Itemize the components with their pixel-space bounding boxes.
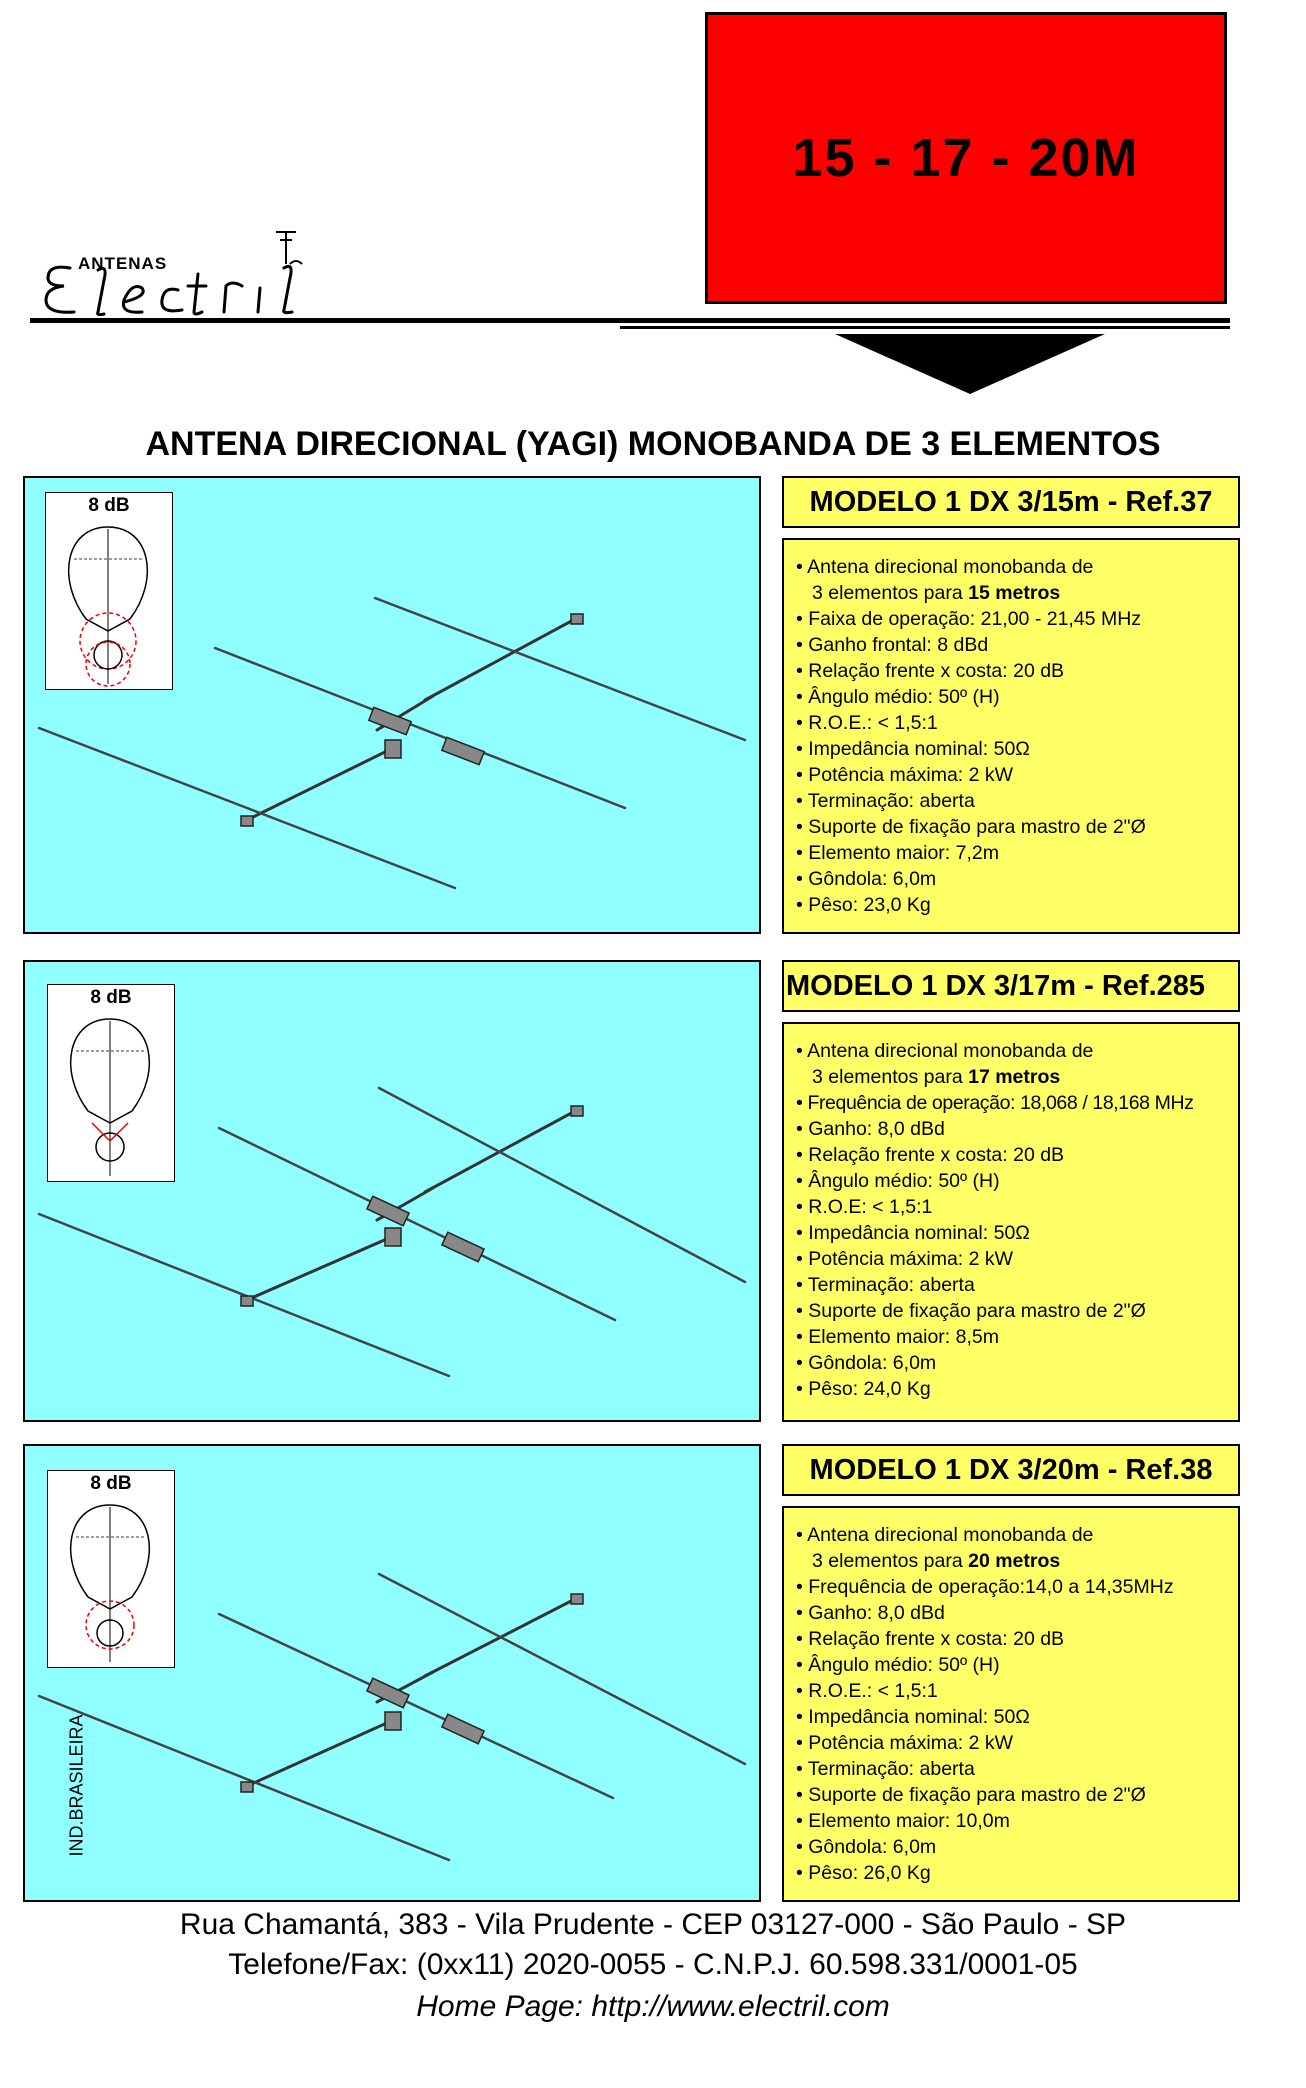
spec-item: • Suporte de fixação para mastro de 2"Ø: [796, 1784, 1146, 1806]
spec-box-17m: [782, 1022, 1240, 1422]
model-title-17m: MODELO 1 DX 3/17m - Ref.285: [782, 960, 1240, 1012]
yagi-antenna-illustration: [25, 1446, 759, 1900]
header-rule: [30, 318, 1230, 323]
spec-item: • Terminação: aberta: [796, 1758, 975, 1780]
spec-item: • Impedância nominal: 50Ω: [796, 1706, 1030, 1728]
page-title: ANTENA DIRECIONAL (YAGI) MONOBANDA DE 3 ELEMENTOS: [145, 425, 1161, 463]
antenna-image-panel-17m: [23, 960, 761, 1422]
antenna-image-panel-20m: [23, 1444, 761, 1902]
spec-item: • Relação frente x costa: 20 dB: [796, 1144, 1065, 1166]
spec-item: • Relação frente x costa: 20 dB: [796, 1628, 1065, 1650]
spec-item: 3 elementos para 17 metros: [812, 1066, 1061, 1088]
spec-item: 3 elementos para 20 metros: [812, 1550, 1061, 1572]
spec-item: • R.O.E.: < 1,5:1: [796, 712, 938, 734]
down-arrow-icon: [835, 334, 1105, 394]
spec-item: • Suporte de fixação para mastro de 2"Ø: [796, 816, 1146, 838]
brand-prefix: ANTENAS: [78, 254, 168, 273]
spec-item: • Ângulo médio: 50º (H): [796, 1170, 1000, 1192]
spec-box-20m: [782, 1506, 1240, 1902]
spec-list: [784, 1024, 1238, 1402]
gain-label: 8 dB: [88, 495, 130, 516]
spec-item: • Impedância nominal: 50Ω: [796, 738, 1030, 760]
electril-logo: [28, 230, 618, 330]
spec-list: [784, 1508, 1238, 1886]
spec-item: 3 elementos para 15 metros: [812, 582, 1061, 604]
spec-item: • Frequência de operação: 18,068 / 18,168 MHz: [796, 1092, 1194, 1114]
spec-item: • Pêso: 23,0 Kg: [796, 894, 931, 916]
spec-item: • Ganho: 8,0 dBd: [796, 1602, 945, 1624]
antenna-image-panel-15m: [23, 476, 761, 934]
spec-item: • Elemento maior: 8,5m: [796, 1326, 999, 1348]
spec-item: • R.O.E.: < 1,5:1: [796, 1680, 938, 1702]
spec-item: • R.O.E: < 1,5:1: [796, 1196, 933, 1218]
antenna-mast-icon: [276, 232, 302, 264]
spec-list: [784, 540, 1238, 918]
yagi-antenna-illustration: [25, 962, 759, 1420]
spec-item: • Antena direcional monobanda de: [796, 1524, 1094, 1546]
gain-label: 8 dB: [90, 987, 132, 1008]
footer-website[interactable]: Home Page: http://www.electril.com: [416, 1990, 890, 2023]
spec-item: • Impedância nominal: 50Ω: [796, 1222, 1030, 1244]
spec-item: • Frequência de operação:14,0 a 14,35MHz: [796, 1576, 1174, 1598]
spec-box-15m: [782, 538, 1240, 934]
spec-item: • Gôndola: 6,0m: [796, 868, 937, 890]
spec-item: • Potência máxima: 2 kW: [796, 1732, 1014, 1754]
band-label: 15 - 17 - 20M: [792, 128, 1140, 188]
model-title-20m: MODELO 1 DX 3/20m - Ref.38: [782, 1444, 1240, 1496]
header-rule-secondary: [620, 326, 1230, 329]
spec-item: • Potência máxima: 2 kW: [796, 1248, 1014, 1270]
spec-item: • Pêso: 24,0 Kg: [796, 1378, 931, 1400]
spec-item: • Elemento maior: 7,2m: [796, 842, 999, 864]
spec-item: • Potência máxima: 2 kW: [796, 764, 1014, 786]
spec-item: • Pêso: 26,0 Kg: [796, 1862, 931, 1884]
band-box: [705, 12, 1227, 304]
spec-item: • Antena direcional monobanda de: [796, 556, 1094, 578]
gain-label: 8 dB: [90, 1473, 132, 1494]
spec-item: • Terminação: aberta: [796, 790, 975, 812]
spec-item: • Gôndola: 6,0m: [796, 1836, 937, 1858]
spec-item: • Faixa de operação: 21,00 - 21,45 MHz: [796, 608, 1142, 630]
footer-phone: Telefone/Fax: (0xx11) 2020-0055 - C.N.P.J. 60.598.331/0001-05: [228, 1948, 1078, 1981]
spec-item: • Relação frente x costa: 20 dB: [796, 660, 1065, 682]
spec-item: • Terminação: aberta: [796, 1274, 975, 1296]
spec-item: • Ganho frontal: 8 dBd: [796, 634, 989, 656]
spec-item: • Ganho: 8,0 dBd: [796, 1118, 945, 1140]
spec-item: • Ângulo médio: 50º (H): [796, 686, 1000, 708]
footer-address: Rua Chamantá, 383 - Vila Prudente - CEP 03127-000 - São Paulo - SP: [179, 1908, 1127, 1941]
spec-item: • Suporte de fixação para mastro de 2"Ø: [796, 1300, 1146, 1322]
side-text: IND.BRASILEIRA: [66, 1714, 87, 1857]
spec-item: • Antena direcional monobanda de: [796, 1040, 1094, 1062]
spec-item: • Gôndola: 6,0m: [796, 1352, 937, 1374]
spec-item: • Elemento maior: 10,0m: [796, 1810, 1010, 1832]
yagi-antenna-illustration: [25, 478, 759, 932]
model-title-15m: MODELO 1 DX 3/15m - Ref.37: [782, 476, 1240, 528]
spec-item: • Ângulo médio: 50º (H): [796, 1654, 1000, 1676]
